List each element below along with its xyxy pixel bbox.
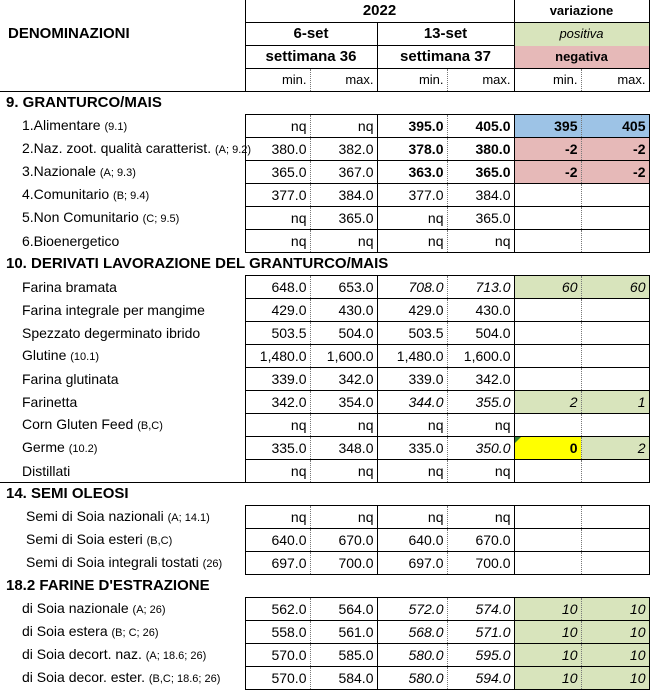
cell: -2: [581, 138, 649, 161]
row-ref: (C; 9.5): [142, 213, 180, 225]
table-row: [0, 115, 649, 138]
cell: 595.0: [447, 644, 514, 667]
cell: 503.5: [245, 322, 310, 345]
row-name: di Soia decor. ester.: [22, 669, 145, 685]
row-ref: (B; 9.4): [113, 190, 150, 202]
cell: [581, 345, 649, 368]
row-ref: (9.1): [104, 121, 128, 133]
cell: nq: [245, 115, 310, 138]
cell: [514, 299, 581, 322]
row-name: Germe: [22, 439, 65, 455]
table-row: [0, 667, 649, 690]
year-header: 2022: [245, 0, 514, 23]
cell: 1,600.0: [310, 345, 377, 368]
cell: 584.0: [310, 667, 377, 690]
table-row: [0, 598, 649, 621]
row-name: 5.Non Comunitario: [22, 209, 139, 225]
cell: 384.0: [310, 184, 377, 207]
cell: 365.0: [310, 207, 377, 230]
cell: [581, 207, 649, 230]
cell: nq: [377, 460, 447, 483]
cell: 561.0: [310, 621, 377, 644]
table-row: [0, 460, 649, 483]
cell: 713.0: [447, 276, 514, 299]
table-row: [0, 207, 649, 230]
row-ref: (B; C; 26): [111, 627, 159, 639]
cell: 384.0: [447, 184, 514, 207]
row-name: di Soia estera: [22, 623, 108, 639]
variazione-header: variazione: [514, 0, 649, 23]
cell: 430.0: [447, 299, 514, 322]
row-ref: (10.1): [70, 351, 99, 363]
cell: 363.0: [377, 161, 447, 184]
cell: [514, 230, 581, 253]
cell: 594.0: [447, 667, 514, 690]
date2-header: 13-set: [377, 23, 514, 46]
row-name: Glutine: [22, 347, 67, 363]
section-title: 18.2 FARINE D'ESTRAZIONE: [6, 577, 210, 594]
row-name: 4.Comunitario: [22, 186, 110, 202]
cell: 10: [514, 644, 581, 667]
cell: 344.0: [377, 391, 447, 414]
cell: [514, 506, 581, 529]
min-label: min.: [514, 69, 581, 92]
cell: 568.0: [377, 621, 447, 644]
row-name: Distillati: [22, 462, 71, 479]
cell: 697.0: [245, 552, 310, 575]
cell: 342.0: [447, 368, 514, 391]
cell: 350.0: [447, 437, 514, 460]
table-row: [0, 345, 649, 368]
cell: 580.0: [377, 644, 447, 667]
cell: 10: [581, 598, 649, 621]
cell: 60: [581, 276, 649, 299]
row-ref: (A; 26): [132, 604, 166, 616]
row-name: Semi di Soia integrali tostati: [26, 554, 199, 570]
section-title: 10. DERIVATI LAVORAZIONE DEL GRANTURCO/MAIS: [6, 255, 389, 272]
row-name: Farina bramata: [22, 279, 117, 295]
cell: 60: [514, 276, 581, 299]
cell: 653.0: [310, 276, 377, 299]
cell: 380.0: [447, 138, 514, 161]
cell: nq: [310, 115, 377, 138]
cell: [581, 322, 649, 345]
cell: 564.0: [310, 598, 377, 621]
row-ref: (B,C): [137, 420, 163, 432]
cell: nq: [245, 506, 310, 529]
row-name: Semi di Soia esteri: [26, 531, 143, 547]
table-row: [0, 299, 649, 322]
table-row: [0, 184, 649, 207]
row-name: Farina glutinata: [22, 371, 119, 387]
cell: [514, 414, 581, 437]
cell: 2: [581, 437, 649, 460]
cell: -2: [581, 161, 649, 184]
cell: 405.0: [447, 115, 514, 138]
cell: 0: [514, 437, 581, 460]
negativa-legend: negativa: [514, 46, 649, 69]
cell: [581, 299, 649, 322]
cell: nq: [447, 506, 514, 529]
cell: 342.0: [310, 368, 377, 391]
cell: 697.0: [377, 552, 447, 575]
cell: nq: [447, 230, 514, 253]
table-row: [0, 529, 649, 552]
table-row: [0, 644, 649, 667]
row-name: Spezzato degerminato ibrido: [22, 325, 201, 341]
cell: 365.0: [447, 161, 514, 184]
table-row: [0, 276, 649, 299]
cell: 348.0: [310, 437, 377, 460]
cell: 377.0: [377, 184, 447, 207]
cell: 380.0: [245, 138, 310, 161]
cell: nq: [377, 414, 447, 437]
row-ref: (10.2): [68, 443, 98, 455]
cell: 430.0: [310, 299, 377, 322]
cell: -2: [514, 161, 581, 184]
cell: nq: [447, 414, 514, 437]
cell: 640.0: [377, 529, 447, 552]
row-ref: (A; 18.6; 26): [145, 650, 207, 662]
week1-header: settimana 36: [245, 46, 377, 69]
cell: 648.0: [245, 276, 310, 299]
cell: 377.0: [245, 184, 310, 207]
table-row: [0, 552, 649, 575]
date1-header: 6-set: [245, 23, 377, 46]
cell: [514, 368, 581, 391]
cell: nq: [245, 207, 310, 230]
row-name: Semi di Soia nazionali: [26, 508, 164, 524]
max-label: max.: [310, 69, 377, 92]
cell: 670.0: [447, 529, 514, 552]
min-label: min.: [245, 69, 310, 92]
cell: 382.0: [310, 138, 377, 161]
table-row: [0, 621, 649, 644]
cell: 700.0: [310, 552, 377, 575]
cell: 405: [581, 115, 649, 138]
cell: 339.0: [245, 368, 310, 391]
row-ref: (26): [202, 558, 223, 570]
cell: nq: [377, 207, 447, 230]
cell: 571.0: [447, 621, 514, 644]
row-name: Corn Gluten Feed: [22, 416, 134, 432]
cell: [581, 414, 649, 437]
row-name: 2.Naz. zoot. qualità caratterist.: [22, 140, 212, 156]
cell: [581, 506, 649, 529]
cell: [581, 460, 649, 483]
cell: 503.5: [377, 322, 447, 345]
cell: [514, 184, 581, 207]
cell: 10: [581, 644, 649, 667]
table-row: [0, 322, 649, 345]
cell: 1,480.0: [377, 345, 447, 368]
cell: 10: [581, 667, 649, 690]
cell: [514, 552, 581, 575]
cell: 670.0: [310, 529, 377, 552]
cell: 10: [514, 621, 581, 644]
row-name: Farinetta: [22, 394, 78, 410]
table-row: [0, 230, 649, 253]
row-name: 3.Nazionale: [22, 163, 96, 179]
cell: [581, 230, 649, 253]
cell: nq: [310, 506, 377, 529]
row-ref: (B,C): [146, 535, 173, 547]
cell: 1: [581, 391, 649, 414]
cell: 1,480.0: [245, 345, 310, 368]
table-row: [0, 506, 649, 529]
cell: nq: [310, 414, 377, 437]
cell: [581, 529, 649, 552]
week2-header: settimana 37: [377, 46, 514, 69]
cell: [581, 184, 649, 207]
cell: 367.0: [310, 161, 377, 184]
cell: 335.0: [377, 437, 447, 460]
max-label: max.: [581, 69, 649, 92]
cell: 429.0: [377, 299, 447, 322]
row-name: Farina integrale per mangime: [22, 302, 205, 318]
cell: 562.0: [245, 598, 310, 621]
cell: 708.0: [377, 276, 447, 299]
cell: nq: [245, 230, 310, 253]
cell: 342.0: [245, 391, 310, 414]
cell: 570.0: [245, 644, 310, 667]
cell: [514, 529, 581, 552]
min-label: min.: [377, 69, 447, 92]
cell: 354.0: [310, 391, 377, 414]
cell: 395: [514, 115, 581, 138]
cell: [514, 345, 581, 368]
table-row: [0, 138, 649, 161]
cell: 10: [514, 667, 581, 690]
denominazioni-header: DENOMINAZIONI: [8, 25, 130, 43]
table-row: [0, 161, 649, 184]
cell: 429.0: [245, 299, 310, 322]
row-ref: (A; 14.1): [167, 512, 210, 524]
cell: 10: [581, 621, 649, 644]
row-ref: (A; 9.2): [214, 144, 252, 156]
cell: 365.0: [447, 207, 514, 230]
cell: [581, 368, 649, 391]
cell: [514, 460, 581, 483]
table-row: [0, 368, 649, 391]
cell: nq: [447, 460, 514, 483]
max-label: max.: [447, 69, 514, 92]
cell: 558.0: [245, 621, 310, 644]
section-title: 9. GRANTURCO/MAIS: [6, 94, 162, 111]
cell: -2: [514, 138, 581, 161]
positiva-legend: positiva: [514, 23, 649, 46]
cell: [514, 207, 581, 230]
cell: nq: [245, 460, 310, 483]
cell: 504.0: [310, 322, 377, 345]
cell: nq: [377, 230, 447, 253]
cell: [514, 322, 581, 345]
cell: [581, 552, 649, 575]
row-ref: (A; 9.3): [99, 167, 136, 179]
cell: nq: [377, 506, 447, 529]
cell: 335.0: [245, 437, 310, 460]
row-name: di Soia decort. naz.: [22, 646, 142, 662]
cell: nq: [310, 230, 377, 253]
cell: 339.0: [377, 368, 447, 391]
cell: 1,600.0: [447, 345, 514, 368]
cell: 640.0: [245, 529, 310, 552]
cell: 700.0: [447, 552, 514, 575]
cell: nq: [310, 460, 377, 483]
table-row: [0, 391, 649, 414]
row-name: di Soia nazionale: [22, 600, 129, 616]
cell: 504.0: [447, 322, 514, 345]
cell: 572.0: [377, 598, 447, 621]
row-name: 1.Alimentare: [22, 117, 101, 133]
cell: 2: [514, 391, 581, 414]
row-ref: (B,C; 18.6; 26): [148, 673, 221, 685]
cell: 574.0: [447, 598, 514, 621]
cell: 365.0: [245, 161, 310, 184]
cell: 570.0: [245, 667, 310, 690]
section-title: 14. SEMI OLEOSI: [0, 483, 649, 506]
cell: 378.0: [377, 138, 447, 161]
cell: 585.0: [310, 644, 377, 667]
cell: 10: [514, 598, 581, 621]
cell: 355.0: [447, 391, 514, 414]
cell: nq: [245, 414, 310, 437]
cell: 580.0: [377, 667, 447, 690]
table-row: [0, 414, 649, 437]
row-name: 6.Bioenergetico: [22, 233, 120, 249]
cell: 395.0: [377, 115, 447, 138]
table-row: [0, 437, 649, 460]
